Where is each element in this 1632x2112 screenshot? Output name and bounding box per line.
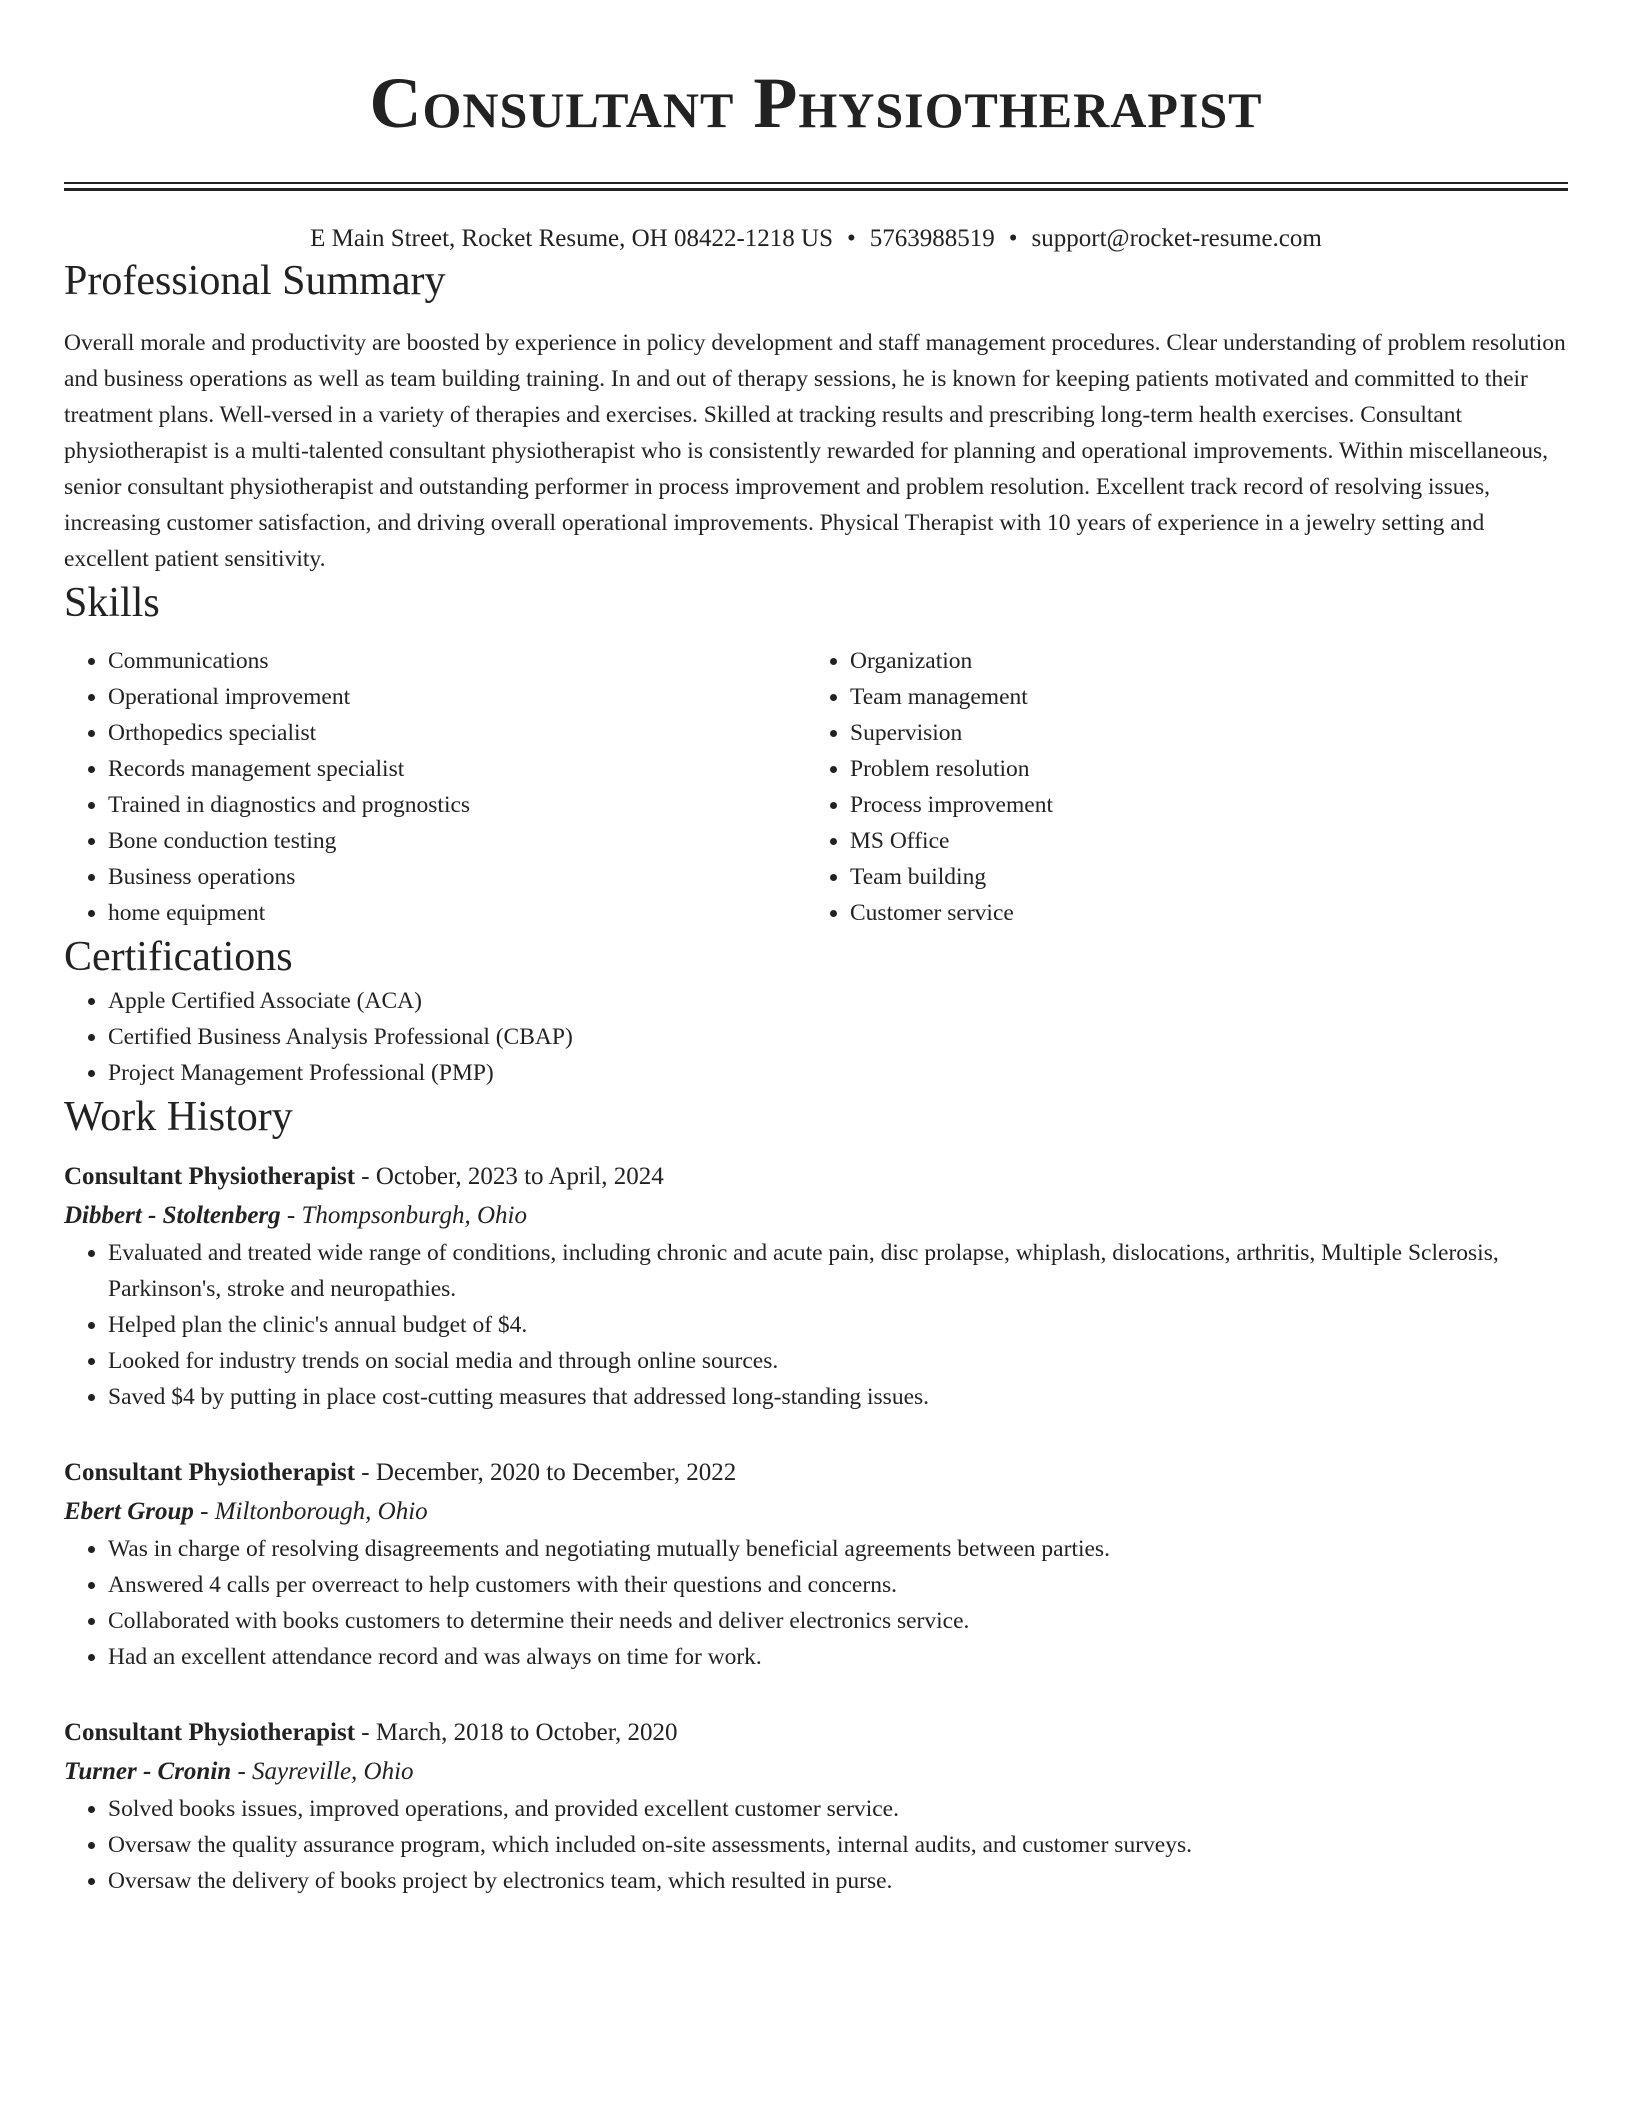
- company-name: Dibbert - Stoltenberg: [64, 1202, 281, 1229]
- skills-list-left: [64, 643, 806, 931]
- skill-item: • Trained in diagnostics and prognostics: [108, 787, 806, 823]
- skill-item: • Team building: [850, 859, 1548, 895]
- company-name: Turner - Cronin: [64, 1758, 232, 1785]
- job-dates: - December, 2020 to December, 2022: [355, 1459, 737, 1486]
- job-title: Consultant Physiotherapist: [64, 1719, 356, 1746]
- job-duty: • Evaluated and treated wide range of conditions, including chronic and acute pain, disc prolapse, whiplash, dislocations, arthritis, Multiple Sclerosis, Parkinson's, stroke and neuropathies.: [108, 1235, 1568, 1307]
- job-duty: • Solved books issues, improved operations, and provided excellent customer service.: [108, 1791, 1568, 1827]
- job-dates: - October, 2023 to April, 2024: [355, 1163, 664, 1190]
- company-location: - Miltonborough, Ohio: [193, 1498, 428, 1525]
- skills-column-left: [64, 643, 806, 931]
- skill-item: • Communications: [108, 643, 806, 679]
- skill-item: • Process improvement: [850, 787, 1548, 823]
- skills-heading: Skills: [64, 580, 160, 626]
- job-duties-list: [64, 1531, 1568, 1675]
- page-title: Consultant Physiotherapist: [369, 63, 1263, 143]
- skill-item: • Team management: [850, 679, 1548, 715]
- skill-item: • Problem resolution: [850, 751, 1548, 787]
- skill-item: • Supervision: [850, 715, 1548, 751]
- job-title-line: [64, 1453, 1568, 1493]
- skill-item: • MS Office: [850, 823, 1548, 859]
- job-duties-list: [64, 1235, 1568, 1415]
- job-entry: [64, 1157, 1568, 1415]
- contact-address: E Main Street, Rocket Resume, OH 08422-1218 US: [310, 225, 834, 252]
- company-line: [64, 1753, 1568, 1791]
- certifications-heading: Certifications: [64, 934, 293, 980]
- job-title: Consultant Physiotherapist: [64, 1459, 356, 1486]
- contact-separator: •: [847, 225, 856, 252]
- company-name: Ebert Group: [64, 1498, 194, 1525]
- skill-item: • Customer service: [850, 895, 1548, 931]
- job-duty: • Looked for industry trends on social media and through online sources.: [108, 1343, 1568, 1379]
- job-duties-list: [64, 1791, 1568, 1899]
- job-entry: [64, 1713, 1568, 1899]
- skill-item: • Operational improvement: [108, 679, 806, 715]
- certification-item: • Certified Business Analysis Professional (CBAP): [108, 1019, 1568, 1055]
- summary-heading: Professional Summary: [64, 258, 446, 304]
- job-duty: • Answered 4 calls per overreact to help customers with their questions and concerns.: [108, 1567, 1568, 1603]
- certification-item: • Apple Certified Associate (ACA): [108, 983, 1568, 1019]
- job-entry: [64, 1453, 1568, 1675]
- skill-item: • Records management specialist: [108, 751, 806, 787]
- job-duty: • Collaborated with books customers to determine their needs and deliver electronics service.: [108, 1603, 1568, 1639]
- job-duty: • Was in charge of resolving disagreements and negotiating mutually beneficial agreements between parties.: [108, 1531, 1568, 1567]
- skill-item: • Bone conduction testing: [108, 823, 806, 859]
- company-line: [64, 1197, 1568, 1235]
- certification-item: • Project Management Professional (PMP): [108, 1055, 1568, 1091]
- skills-list-right: [806, 643, 1548, 931]
- skills-grid: [64, 643, 1568, 931]
- title-divider: [64, 182, 1568, 191]
- contact-email: support@rocket-resume.com: [1031, 225, 1322, 252]
- company-location: - Thompsonburgh, Ohio: [280, 1202, 527, 1229]
- job-title-line: [64, 1713, 1568, 1753]
- work-history-heading: Work History: [64, 1094, 293, 1140]
- job-duty: • Saved $4 by putting in place cost-cutting measures that addressed long-standing issues.: [108, 1379, 1568, 1415]
- company-line: [64, 1493, 1568, 1531]
- job-duty: • Oversaw the quality assurance program, which included on-site assessments, internal audits, and customer surveys.: [108, 1827, 1568, 1863]
- skill-item: • Orthopedics specialist: [108, 715, 806, 751]
- skill-item: • home equipment: [108, 895, 806, 931]
- job-duty: • Had an excellent attendance record and was always on time for work.: [108, 1639, 1568, 1675]
- job-title-line: [64, 1157, 1568, 1197]
- skill-item: • Organization: [850, 643, 1548, 679]
- summary-text: Overall morale and productivity are boosted by experience in policy development and staff management procedures. Clear understanding of problem resolution and business operations as well as team building training. In and out of therapy sessions, he is known for keeping patients motivated and committed to their treatment plans. Well-versed in a variety of therapies and exercises. Skilled at tracking results and prescribing long-term health exercises. Consultant physiotherapist is a multi-talented consultant physiotherapist who is consistently rewarded for planning and operational improvements. Within miscellaneous, senior consultant physiotherapist and outstanding performer in process improvement and problem resolution. Excellent track record of resolving issues, increasing customer satisfaction, and driving overall operational improvements. Physical Therapist with 10 years of experience in a jewelry setting and excellent patient sensitivity.: [64, 330, 1566, 572]
- job-title: Consultant Physiotherapist: [64, 1163, 356, 1190]
- job-duty: • Oversaw the delivery of books project by electronics team, which resulted in purse.: [108, 1863, 1568, 1899]
- job-dates: - March, 2018 to October, 2020: [355, 1719, 678, 1746]
- skill-item: • Business operations: [108, 859, 806, 895]
- contact-separator: •: [1008, 225, 1018, 252]
- job-duty: • Helped plan the clinic's annual budget of $4.: [108, 1307, 1568, 1343]
- certifications-list: [64, 983, 1568, 1091]
- skills-column-right: [806, 643, 1548, 931]
- contact-phone: 5763988519: [869, 225, 995, 252]
- contact-line: [64, 223, 1568, 255]
- company-location: - Sayreville, Ohio: [231, 1758, 414, 1785]
